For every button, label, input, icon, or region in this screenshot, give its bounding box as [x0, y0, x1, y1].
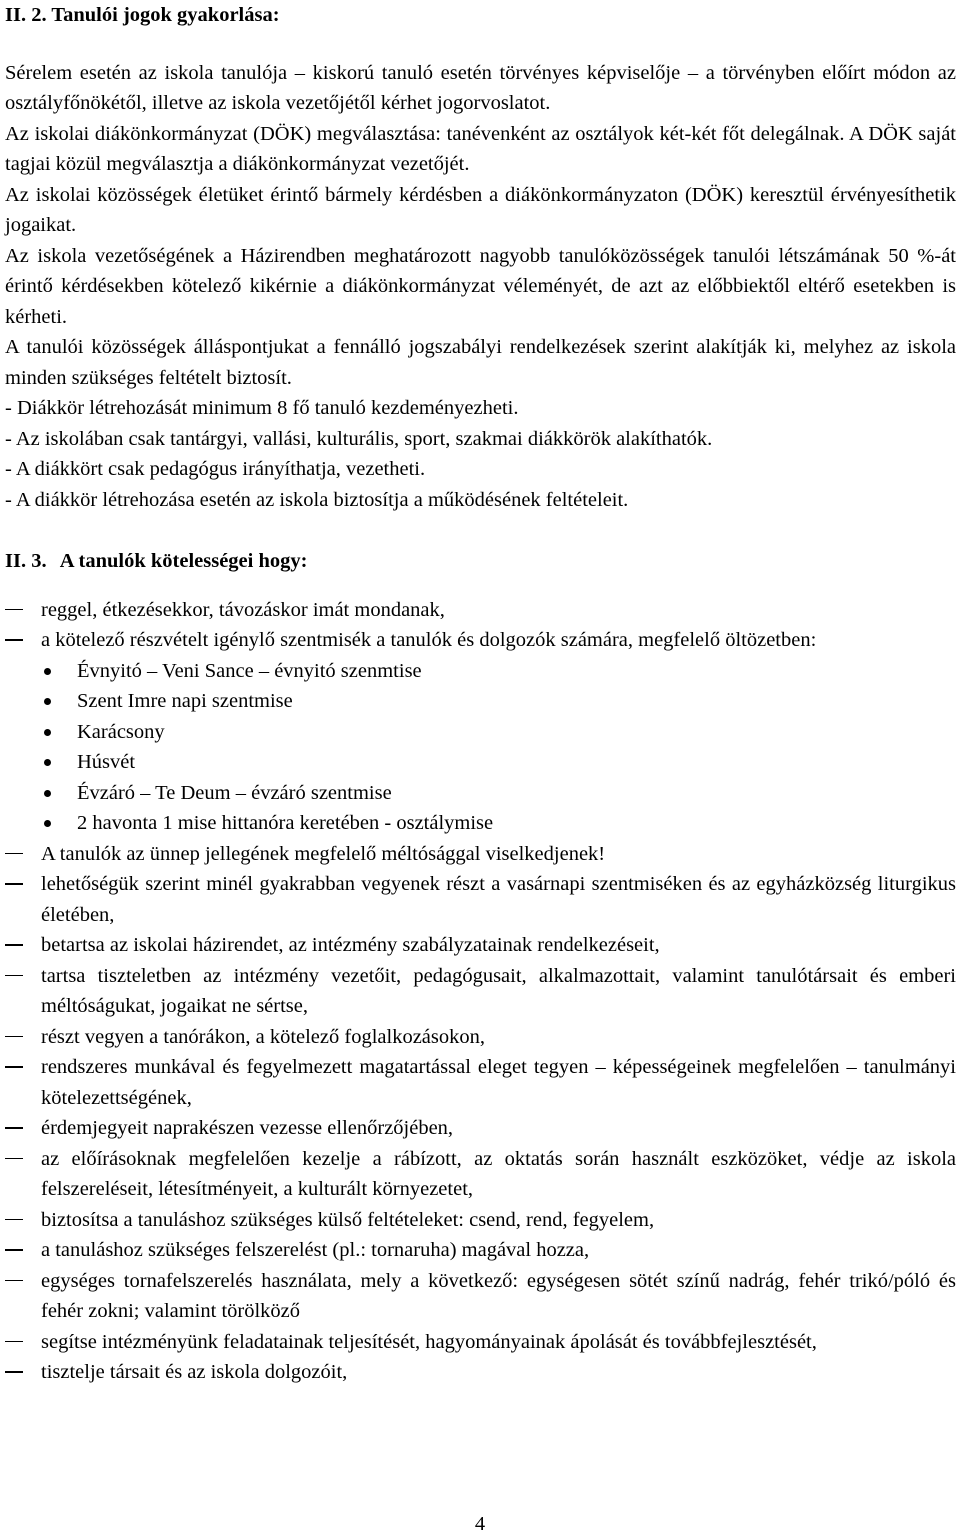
- bullet-marker: [44, 698, 51, 705]
- list-item: biztosítsa a tanuláshoz szükséges külső feltételeket: csend, rend, fegyelem,: [5, 1205, 956, 1236]
- paragraph-dok-election: Az iskolai diákönkormányzat (DÖK) megválasztása: tanévenként az osztályok két-két főt delegálnak. A DÖK saját tagjai közül megválasztja a diákönkormányzat vezetőjét.: [5, 122, 956, 175]
- bullet-marker: [44, 668, 51, 675]
- heading-title: A tanulók kötelességei hogy:: [59, 550, 308, 572]
- student-rights-section: [5, 58, 956, 516]
- dash-marker: [5, 639, 23, 641]
- dash-marker: [5, 1036, 23, 1038]
- list-item: a kötelező részvételt igénylő szentmisék a tanulók és dolgozók számára, megfelelő öltözetben:: [5, 625, 956, 656]
- list-item: betartsa az iskolai házirendet, az intézmény szabályzatainak rendelkezéseit,: [5, 930, 956, 961]
- bullet-marker: [44, 729, 51, 736]
- paragraph-study-circle-min: - Diákkör létrehozását minimum 8 fő tanuló kezdeményezheti.: [5, 397, 519, 419]
- list-item: Karácsony: [41, 717, 956, 748]
- page-number: 4: [474, 1513, 486, 1535]
- list-item: érdemjegyeit naprakészen vezesse ellenőrzőjében,: [5, 1113, 956, 1144]
- document-page: [5, 0, 956, 1388]
- paragraph-study-circle-lead: - A diákkört csak pedagógus irányíthatja, vezetheti.: [5, 458, 426, 480]
- list-item: a tanuláshoz szükséges felszerelést (pl.: tornaruha) magával hozza,: [5, 1235, 956, 1266]
- dash-marker: [5, 1127, 23, 1129]
- list-item: egységes tornafelszerelés használata, mely a következő: egységesen sötét színű nadrág, fehér trikó/póló és fehér zokni; valamint törölköző: [5, 1266, 956, 1327]
- list-item: tartsa tiszteletben az intézmény vezetőit, pedagógusait, alkalmazottait, valamint tanulótársait és emberi méltóságukat, jogaikat ne sértse,: [5, 961, 956, 1022]
- paragraph-legal-remedy: Sérelem esetén az iskola tanulója – kiskorú tanuló esetén törvényes képviselője – a törvényben előírt módon az osztályfőnökétől, illetve az iskola vezetőjétől kérhet jogorvoslatot.: [5, 61, 956, 114]
- dash-marker: [5, 1341, 23, 1343]
- heading-number: II. 3.: [5, 550, 47, 572]
- dash-marker: [5, 883, 23, 885]
- masses-list: [41, 656, 956, 839]
- dash-marker: [5, 1219, 23, 1221]
- duties-list: [5, 595, 956, 1388]
- heading-student-duties: [5, 546, 956, 577]
- paragraph-study-circle-types: - Az iskolában csak tantárgyi, vallási, kulturális, sport, szakmai diákkörök alakíthatók.: [5, 427, 713, 450]
- dash-marker: [5, 1066, 23, 1068]
- list-item: Évnyitó – Veni Sance – évnyitó szenmtise: [41, 656, 956, 687]
- dash-marker: [5, 1249, 23, 1251]
- bullet-marker: [44, 790, 51, 797]
- list-item: Szent Imre napi szentmise: [41, 686, 956, 717]
- list-item: reggel, étkezésekkor, távozáskor imát mondanak,: [5, 595, 956, 626]
- list-item: Húsvét: [41, 747, 956, 778]
- list-item: 2 havonta 1 mise hittanóra keretében - osztálymise: [41, 808, 956, 839]
- dash-marker: [5, 853, 23, 855]
- dash-marker: [5, 1280, 23, 1282]
- list-item: részt vegyen a tanórákon, a kötelező foglalkozásokon,: [5, 1022, 956, 1053]
- list-item: az előírásoknak megfelelően kezelje a rábízott, az oktatás során használt eszközöket, védje az iskola felszereléseit, létesítményeit, a kulturált környezetet,: [5, 1144, 956, 1205]
- dash-marker: [5, 1371, 23, 1373]
- dash-marker: [5, 944, 23, 946]
- paragraph-dok-opinion: Az iskola vezetőségének a Házirendben meghatározott nagyobb tanulóközösségek tanulói létszámának 50 %-át érintő kérdésekben kötelező kikérnie a diákönkormányzat véleményét, de azt az előbbiektől eltérő esetekben is kérheti.: [5, 244, 956, 328]
- dash-marker: [5, 609, 23, 611]
- list-item: A tanulók az ünnep jellegének megfelelő méltósággal viselkedjenek!: [5, 839, 956, 870]
- dash-marker: [5, 1158, 23, 1160]
- paragraph-community-rights: Az iskolai közösségek életüket érintő bármely kérdésben a diákönkormányzaton (DÖK) keresztül érvényesíthetik jogaikat.: [5, 183, 956, 236]
- list-item: lehetőségük szerint minél gyakrabban vegyenek részt a vasárnapi szentmiséken és az egyházközség liturgikus életében,: [5, 869, 956, 930]
- dash-marker: [5, 975, 23, 977]
- list-item: tisztelje társait és az iskola dolgozóit,: [5, 1357, 956, 1388]
- paragraph-community-position: A tanulói közösségek álláspontjukat a fennálló jogszabályi rendelkezések szerint alakítják ki, melyhez az iskola minden szükséges feltételt biztosít.: [5, 336, 956, 389]
- list-item: Évzáró – Te Deum – évzáró szentmise: [41, 778, 956, 809]
- list-item: segítse intézményünk feladatainak teljesítését, hagyományainak ápolását és továbbfejlesztését,: [5, 1327, 956, 1358]
- list-item: rendszeres munkával és fegyelmezett magatartással eleget tegyen – képességeinek megfelelően – tanulmányi kötelezettségének,: [5, 1052, 956, 1113]
- heading-student-rights: II. 2. Tanulói jogok gyakorlása:: [5, 4, 280, 26]
- bullet-marker: [44, 820, 51, 827]
- paragraph-study-circle-conditions: - A diákkör létrehozása esetén az iskola biztosítja a működésének feltételeit.: [5, 488, 629, 511]
- bullet-marker: [44, 759, 51, 766]
